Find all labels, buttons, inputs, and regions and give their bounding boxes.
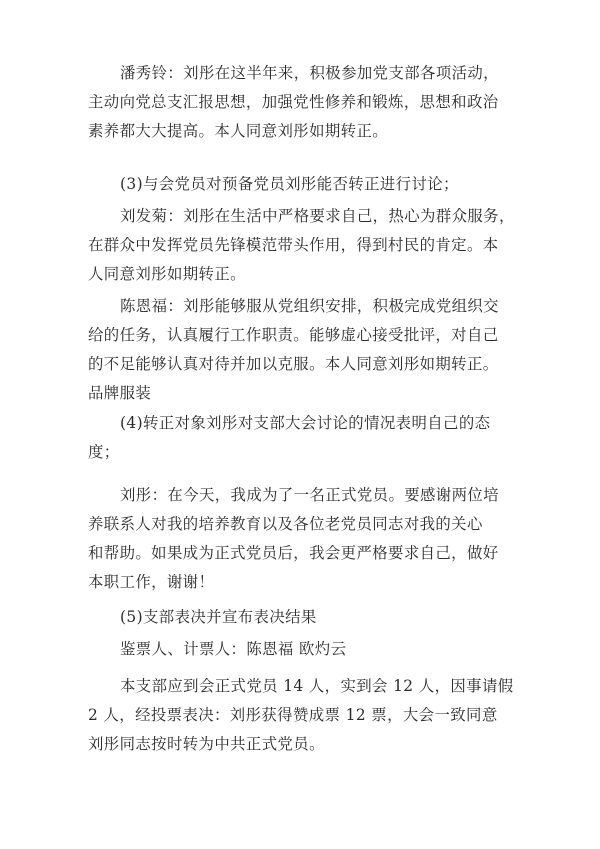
text-line: 的不足能够认真对待并加以克服。本人同意刘彤如期转正。 xyxy=(88,355,499,373)
text-line: 品牌服装 xyxy=(88,384,152,402)
text-line: 给的任务，认真履行工作职责。能够虚心接受批评，对自己 xyxy=(88,326,499,344)
paragraph-liu-tong-statement xyxy=(88,481,518,597)
text-line: 本职工作，谢谢！ xyxy=(88,573,215,591)
text-line: 养联系人对我的培养教育以及各位老党员同志对我的关心 xyxy=(88,515,483,533)
text-line: (3)与会党员对预备党员刘彤能否转正进行讨论； xyxy=(120,175,459,193)
text-line: 素养都大大提高。本人同意刘彤如期转正。 xyxy=(88,122,389,140)
paragraph-item-5-heading xyxy=(88,603,518,632)
text-line: 刘彤同志按时转为中共正式党员。 xyxy=(88,735,325,753)
paragraph-pan-xiuling-statement xyxy=(88,59,518,146)
text-line: 在群众中发挥党员先锋模范带头作用，得到村民的肯定。本 xyxy=(88,236,499,254)
text-line: 潘秀铃：刘彤在这半年来，积极参加党支部各项活动， xyxy=(120,64,499,82)
paragraph-vote-tellers xyxy=(88,635,518,664)
paragraph-item-4-heading xyxy=(88,409,518,467)
text-line: 陈恩福：刘彤能够服从党组织安排，积极完成党组织交 xyxy=(120,297,499,315)
paragraph-vote-result xyxy=(88,672,518,759)
paragraph-chen-enfu-statement xyxy=(88,292,518,408)
text-line: 刘彤：在今天，我成为了一名正式党员。要感谢两位培 xyxy=(120,486,499,504)
text-line: 刘发菊：刘彤在生活中严格要求自己，热心为群众服务， xyxy=(120,207,515,225)
text-line: 主动向党总支汇报思想，加强党性修养和锻炼，思想和政治 xyxy=(88,93,499,111)
text-line: 本支部应到会正式党员 14 人，实到会 12 人，因事请假 xyxy=(120,677,514,695)
text-line: 2 人，经投票表决：刘彤获得赞成票 12 票，大会一致同意 xyxy=(88,706,498,724)
paragraph-liu-faju-statement xyxy=(88,202,518,289)
text-line: 人同意刘彤如期转正。 xyxy=(88,265,246,283)
text-line: (4)转正对象刘彤对支部大会讨论的情况表明自己的态 xyxy=(120,414,491,432)
text-line: (5)支部表决并宣布表决结果 xyxy=(120,608,317,626)
text-line: 鉴票人、计票人：陈恩福 欧灼云 xyxy=(120,640,347,658)
paragraph-item-3-heading xyxy=(88,170,518,199)
text-line: 度； xyxy=(88,443,120,461)
text-line: 和帮助。如果成为正式党员后，我会更严格要求自己，做好 xyxy=(88,544,499,562)
